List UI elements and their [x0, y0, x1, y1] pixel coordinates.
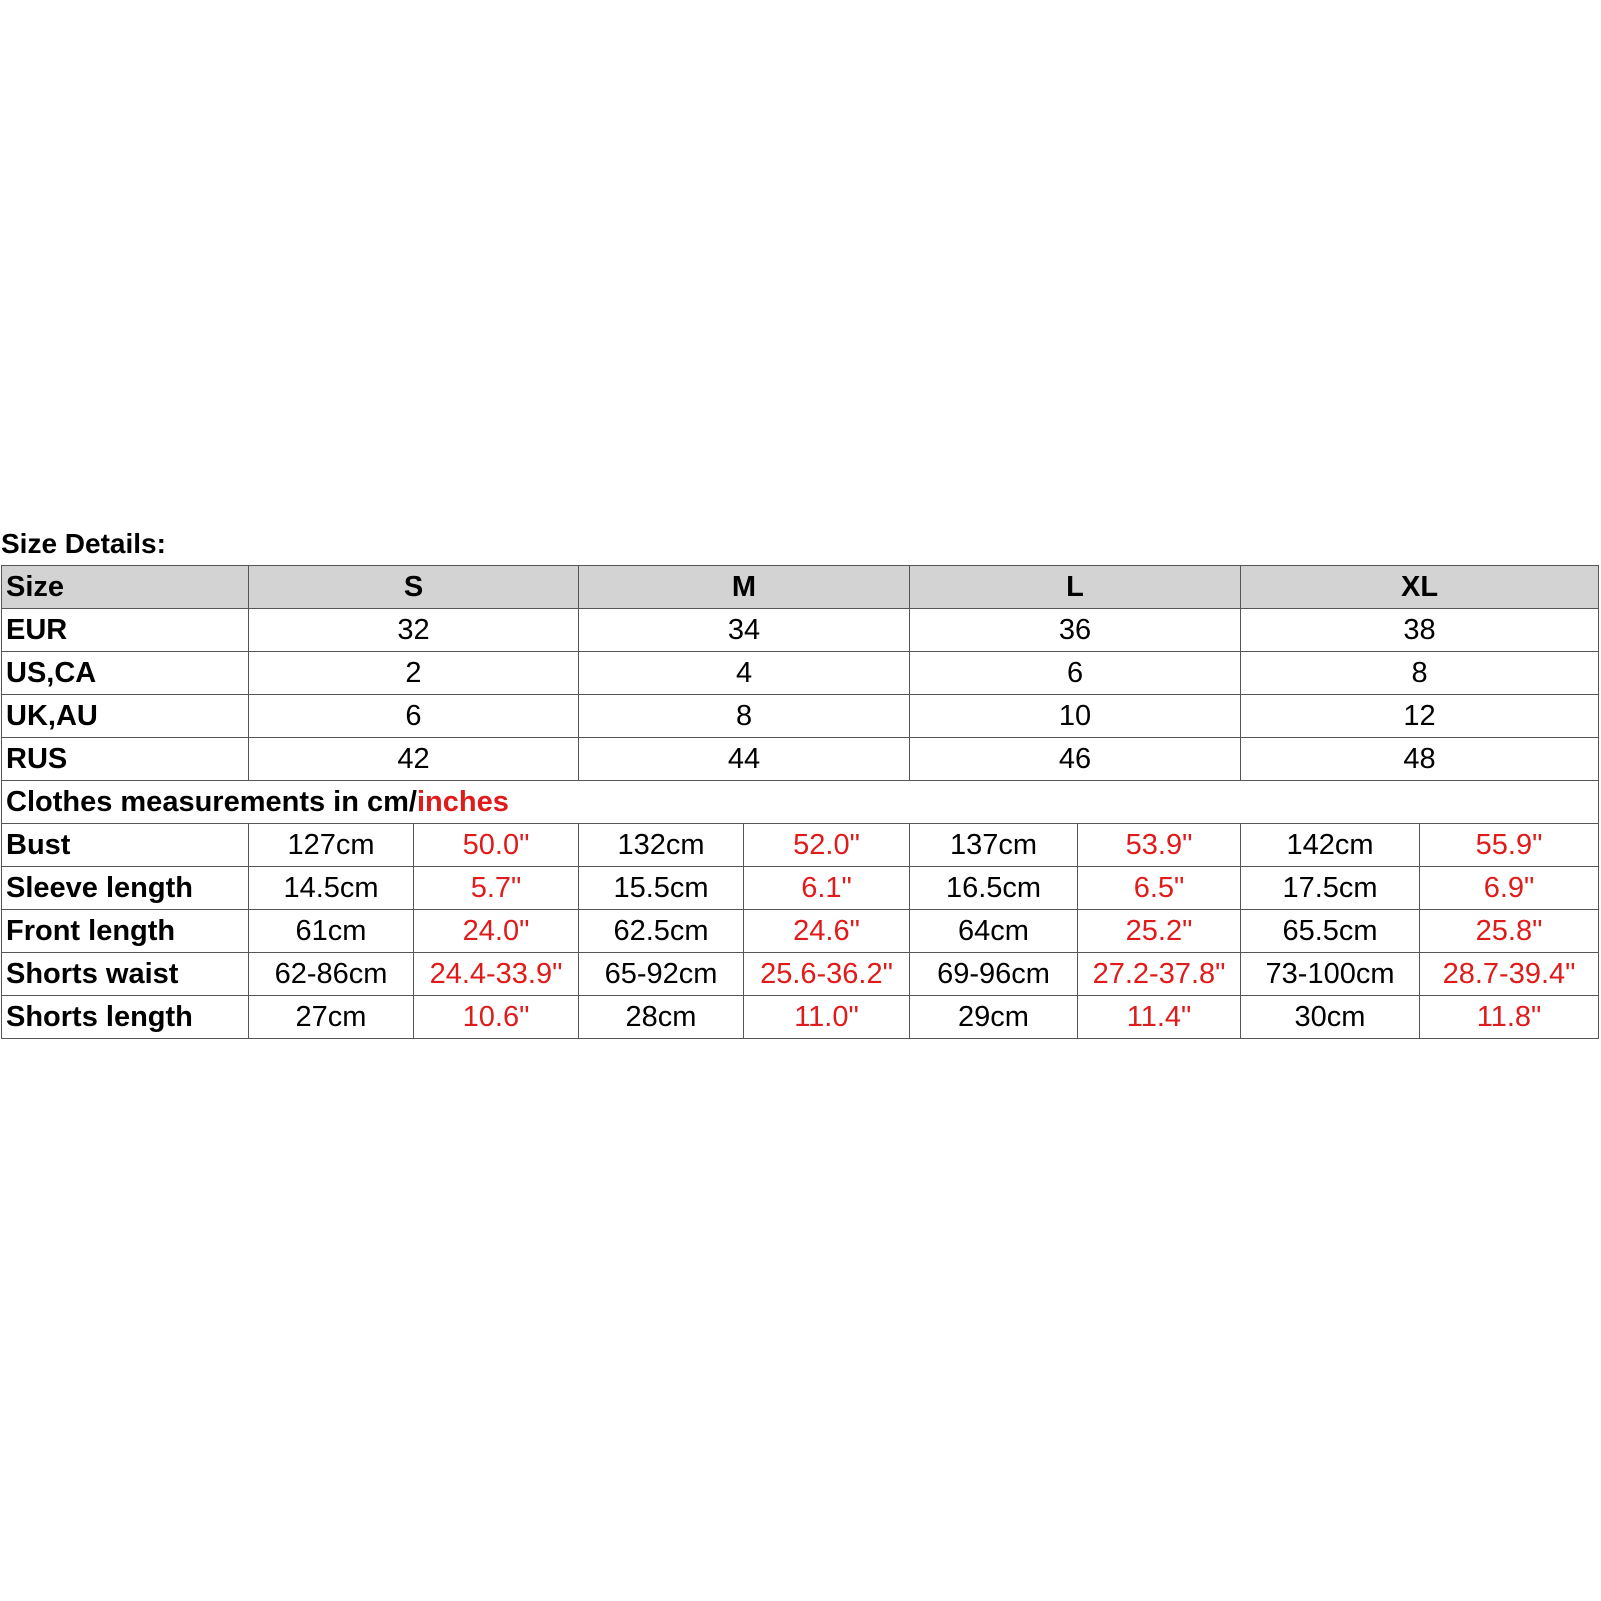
measurement-row-shorts-length [2, 996, 1599, 1039]
cm-value: 15.5cm [579, 867, 744, 910]
header-label: Size [2, 566, 249, 609]
size-l-header: L [910, 566, 1241, 609]
cm-value: 137cm [910, 824, 1078, 867]
inch-value: 53.9" [1078, 824, 1241, 867]
conversion-value: 10 [910, 695, 1241, 738]
conversion-value: 8 [579, 695, 910, 738]
inch-value: 28.7-39.4" [1420, 953, 1599, 996]
conversion-value: 42 [249, 738, 579, 781]
cm-value: 28cm [579, 996, 744, 1039]
measurement-row-sleeve-length [2, 867, 1599, 910]
measurement-row-front-length [2, 910, 1599, 953]
conversion-value: 6 [910, 652, 1241, 695]
conversion-value: 48 [1241, 738, 1599, 781]
cm-value: 16.5cm [910, 867, 1078, 910]
section-heading-inches: inches [416, 786, 509, 818]
conversion-value: 12 [1241, 695, 1599, 738]
conversion-row-eur [2, 609, 1599, 652]
measurement-row-shorts-waist [2, 953, 1599, 996]
row-label: US,CA [2, 652, 249, 695]
inch-value: 11.4" [1078, 996, 1241, 1039]
cm-value: 64cm [910, 910, 1078, 953]
inch-value: 24.6" [744, 910, 910, 953]
conversion-value: 38 [1241, 609, 1599, 652]
conversion-value: 4 [579, 652, 910, 695]
conversion-row-rus [2, 738, 1599, 781]
header-row [2, 566, 1599, 609]
row-label: Shorts length [2, 996, 249, 1039]
section-heading-prefix: Clothes measurements in cm/ [6, 786, 417, 818]
size-m-header: M [579, 566, 910, 609]
cm-value: 62.5cm [579, 910, 744, 953]
inch-value: 6.9" [1420, 867, 1599, 910]
inch-value: 6.5" [1078, 867, 1241, 910]
cm-value: 65-92cm [579, 953, 744, 996]
cm-value: 30cm [1241, 996, 1420, 1039]
conversion-row-us-ca [2, 652, 1599, 695]
inch-value: 5.7" [414, 867, 579, 910]
cm-value: 17.5cm [1241, 867, 1420, 910]
row-label: Bust [2, 824, 249, 867]
inch-value: 11.8" [1420, 996, 1599, 1039]
inch-value: 25.2" [1078, 910, 1241, 953]
inch-value: 52.0" [744, 824, 910, 867]
cm-value: 73-100cm [1241, 953, 1420, 996]
conversion-value: 46 [910, 738, 1241, 781]
conversion-value: 44 [579, 738, 910, 781]
cm-value: 142cm [1241, 824, 1420, 867]
cm-value: 14.5cm [249, 867, 414, 910]
conversion-value: 8 [1241, 652, 1599, 695]
inch-value: 11.0" [744, 996, 910, 1039]
size-s-header: S [249, 566, 579, 609]
row-label: UK,AU [2, 695, 249, 738]
row-label: Sleeve length [2, 867, 249, 910]
inch-value: 24.4-33.9" [414, 953, 579, 996]
row-label: RUS [2, 738, 249, 781]
inch-value: 27.2-37.8" [1078, 953, 1241, 996]
conversion-value: 6 [249, 695, 579, 738]
cm-value: 61cm [249, 910, 414, 953]
inch-value: 24.0" [414, 910, 579, 953]
inch-value: 6.1" [744, 867, 910, 910]
row-label: EUR [2, 609, 249, 652]
conversion-value: 36 [910, 609, 1241, 652]
size-chart-table [1, 565, 1599, 1039]
cm-value: 69-96cm [910, 953, 1078, 996]
cm-value: 132cm [579, 824, 744, 867]
cm-value: 27cm [249, 996, 414, 1039]
section-heading [2, 781, 1599, 824]
measurement-row-bust [2, 824, 1599, 867]
cm-value: 62-86cm [249, 953, 414, 996]
cm-value: 65.5cm [1241, 910, 1420, 953]
row-label: Front length [2, 910, 249, 953]
inch-value: 25.6-36.2" [744, 953, 910, 996]
section-row [2, 781, 1599, 824]
inch-value: 50.0" [414, 824, 579, 867]
cm-value: 127cm [249, 824, 414, 867]
conversion-value: 2 [249, 652, 579, 695]
inch-value: 55.9" [1420, 824, 1599, 867]
cm-value: 29cm [910, 996, 1078, 1039]
size-xl-header: XL [1241, 566, 1599, 609]
inch-value: 10.6" [414, 996, 579, 1039]
inch-value: 25.8" [1420, 910, 1599, 953]
conversion-value: 32 [249, 609, 579, 652]
page-title: Size Details: [1, 528, 166, 559]
row-label: Shorts waist [2, 953, 249, 996]
conversion-value: 34 [579, 609, 910, 652]
conversion-row-uk-au [2, 695, 1599, 738]
